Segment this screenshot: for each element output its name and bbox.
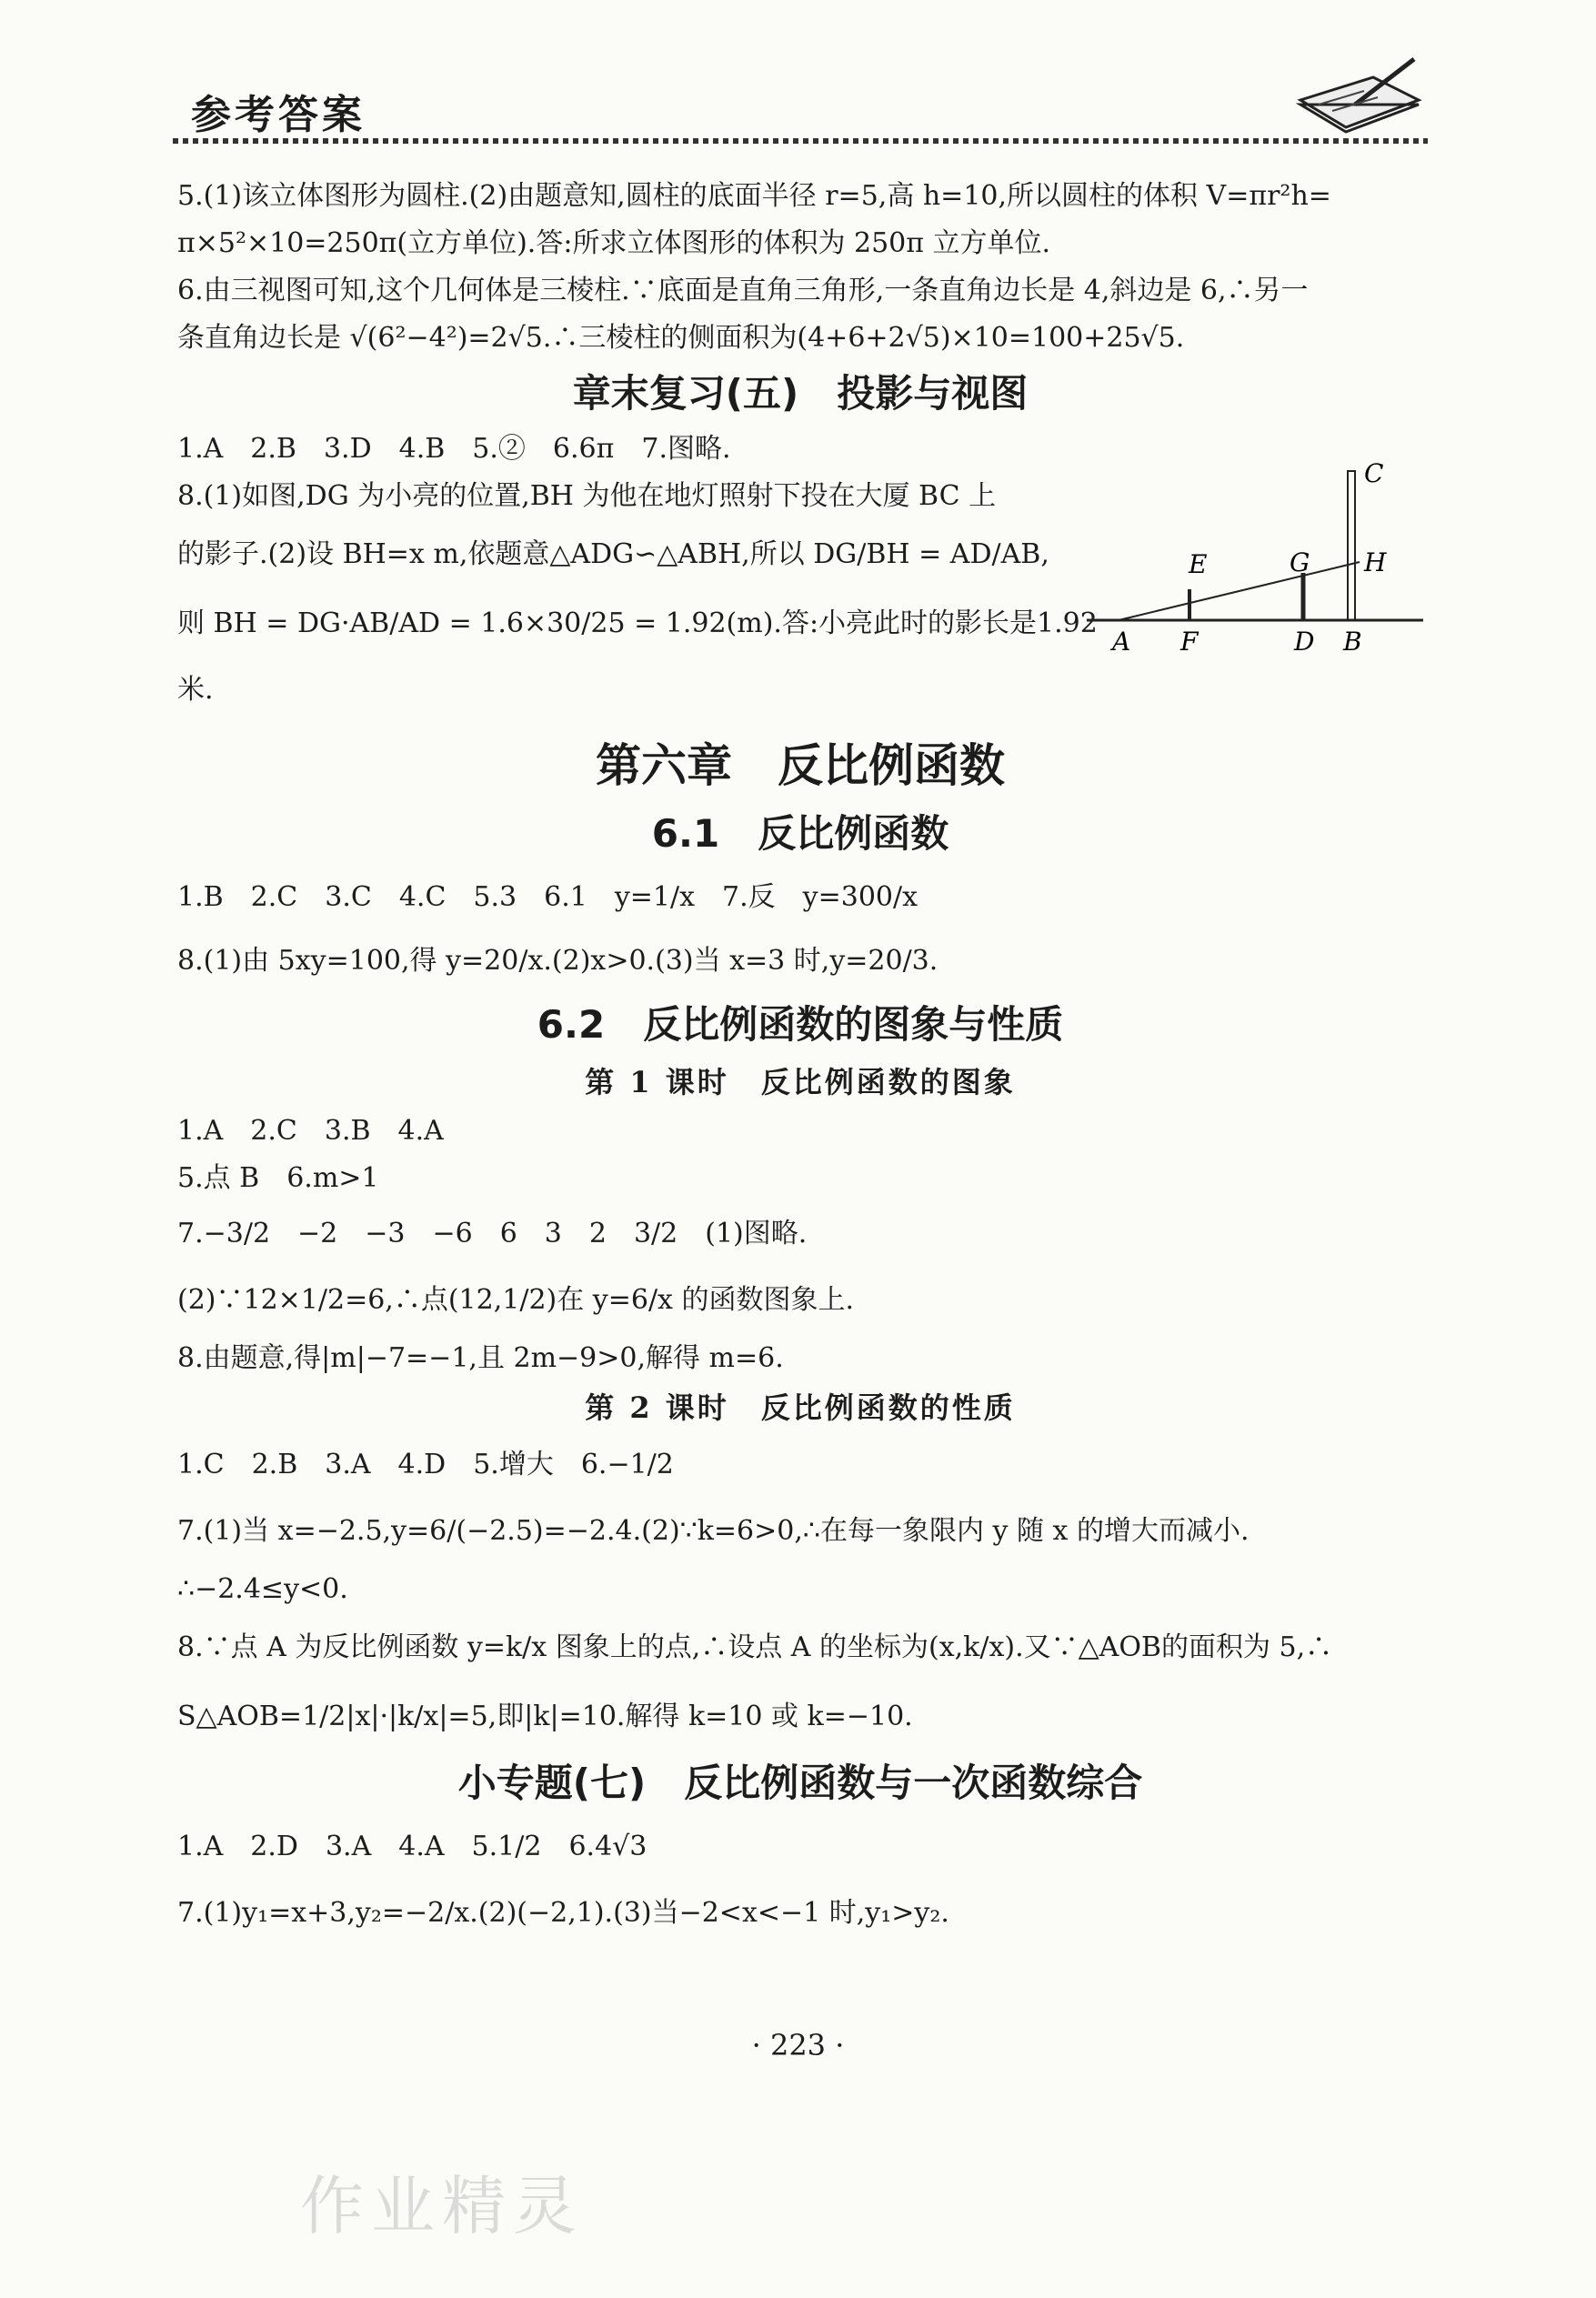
lesson-line: ∴−2.4≤y<0. (177, 1573, 348, 1605)
review-title: 章末复习(五) 投影与视图 (572, 371, 1029, 416)
answer-line: π×5²×10=250π(立方单位).答:所求立体图形的体积为 250π 立方单位. (177, 227, 1051, 259)
s61-q8: 8.(1)由 5xy=100,得 y=20/x.(2)x>0.(3)当 x=3 时,y=20/3. (177, 945, 939, 977)
header-title: 参考答案 (191, 92, 366, 138)
lesson-line: 7.(1)当 x=−2.5,y=6/(−2.5)=−2.4.(2)∵k=6>0,∴在每一象限内 y 随 x 的增大而减小. (177, 1515, 1250, 1547)
fig-label: G (1290, 547, 1310, 577)
fig-label: F (1180, 627, 1199, 657)
shadow-geometry-figure (1087, 455, 1428, 664)
review-q8-line: 米. (177, 674, 214, 706)
page-number: · 223 · (751, 2028, 845, 2062)
review-answers: 1.A 2.B 3.D 4.B 5.② 6.6π 7.图略. (177, 433, 731, 465)
fig-label: B (1343, 627, 1362, 657)
lesson-line: 5.点 B 6.m>1 (177, 1162, 379, 1194)
fig-label: C (1364, 458, 1384, 488)
topic-line: 7.(1)y₁=x+3,y₂=−2/x.(2)(−2,1).(3)当−2<x<−1 时,y₁>y₂. (177, 1897, 949, 1929)
topic-title: 小专题(七) 反比例函数与一次函数综合 (457, 1761, 1143, 1805)
lesson-line: 1.C 2.B 3.A 4.D 5.增大 6.−1/2 (177, 1449, 674, 1480)
fig-label: A (1112, 627, 1131, 657)
page-header (173, 55, 1428, 155)
answer-content (177, 173, 1423, 1948)
notebook-pen-icon (1291, 55, 1428, 136)
fig-label: H (1364, 547, 1387, 577)
review-q8-line: 8.(1)如图,DG 为小亮的位置,BH 为他在地灯照射下投在大厦 BC 上 (177, 480, 997, 512)
section-title: 6.2 反比例函数的图象与性质 (537, 1002, 1064, 1047)
lesson-title: 第 2 课时 反比例函数的性质 (585, 1390, 1016, 1425)
answer-line: 条直角边长是 √(6²−4²)=2√5.∴三棱柱的侧面积为(4+6+2√5)×10=100+25√5. (177, 322, 1185, 354)
review-q8-line: 则 BH = DG·AB/AD = 1.6×30/25 = 1.92(m).答:小亮此时的影长是1.92 (177, 607, 1098, 639)
lesson-line: 8.∵点 A 为反比例函数 y=k/x 图象上的点,∴设点 A 的坐标为(x,k/x).又∵△AOB的面积为 5,∴ (177, 1631, 1333, 1663)
section-title: 6.1 反比例函数 (651, 811, 949, 856)
lesson-line: (2)∵12×1/2=6,∴点(12,1/2)在 y=6/x 的函数图象上. (177, 1284, 855, 1316)
lesson-line: 7.−3/2 −2 −3 −6 6 3 2 3/2 (1)图略. (177, 1218, 808, 1249)
topic-line: 1.A 2.D 3.A 4.A 5.1/2 6.4√3 (177, 1831, 647, 1862)
lesson-line: 1.A 2.C 3.B 4.A (177, 1115, 444, 1147)
lesson-line: S△AOB=1/2|x|·|k/x|=5,即|k|=10.解得 k=10 或 k=−10. (177, 1701, 913, 1732)
lesson-title: 第 1 课时 反比例函数的图象 (585, 1065, 1016, 1099)
review-q8-line: 的影子.(2)设 BH=x m,依题意△ADG∽△ABH,所以 DG/BH = AD/AB, (177, 538, 1049, 570)
watermark: 作业精灵 (300, 2169, 584, 2243)
fig-label: E (1189, 549, 1208, 579)
chapter-title: 第六章 反比例函数 (596, 739, 1005, 792)
answer-line: 5.(1)该立体图形为圆柱.(2)由题意知,圆柱的底面半径 r=5,高 h=10,所以圆柱的体积 V=πr²h= (177, 180, 1331, 212)
header-rule (173, 138, 1428, 144)
lesson-line: 8.由题意,得|m|−7=−1,且 2m−9>0,解得 m=6. (177, 1342, 784, 1374)
fig-label: D (1294, 627, 1315, 657)
answer-line: 6.由三视图可知,这个几何体是三棱柱.∵底面是直角三角形,一条直角边长是 4,斜边是 6,∴另一 (177, 275, 1309, 306)
s61-answers: 1.B 2.C 3.C 4.C 5.3 6.1 y=1/x 7.反 y=300/x (177, 881, 918, 913)
